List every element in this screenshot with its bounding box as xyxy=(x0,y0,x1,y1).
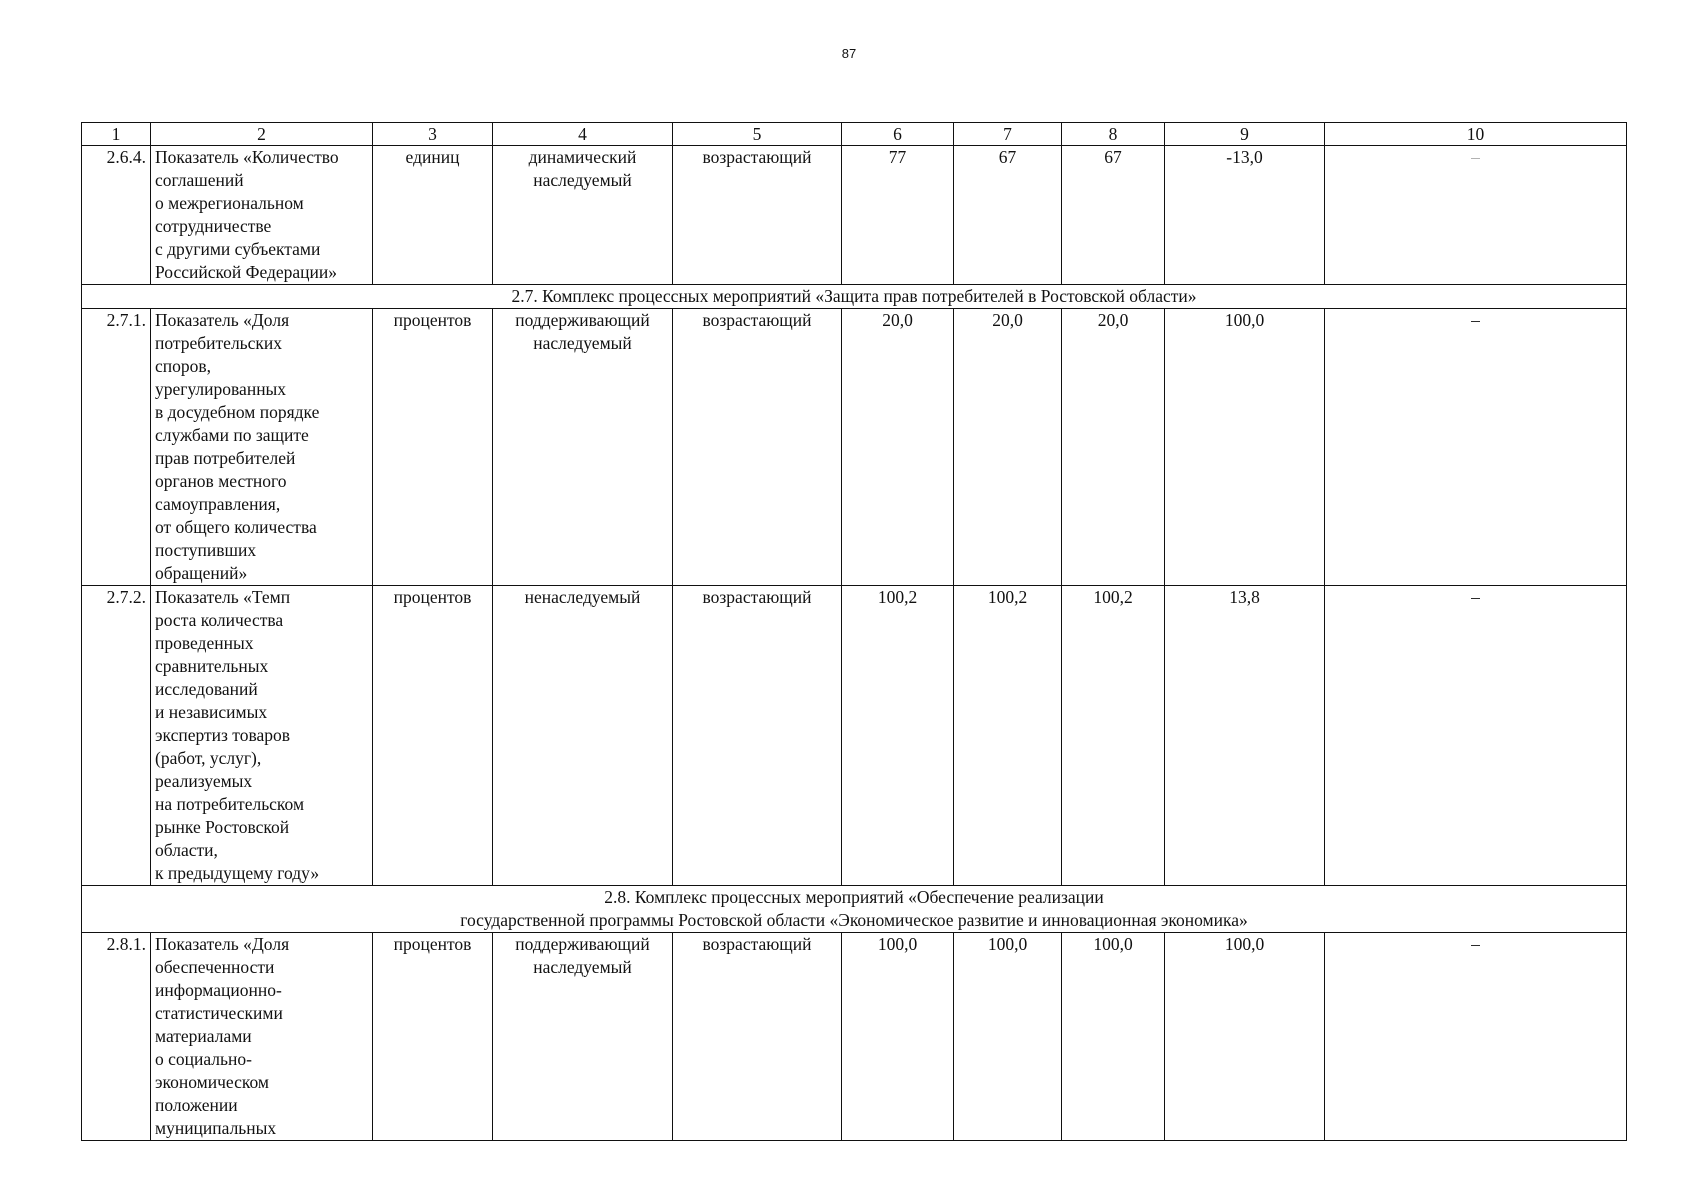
column-number: 7 xyxy=(954,123,1062,146)
indicator-type xyxy=(493,933,673,1141)
indicator-number: 2.6.4. xyxy=(82,146,151,285)
column-number: 1 xyxy=(82,123,151,146)
indicator-name-line: материалами xyxy=(155,1026,252,1046)
value-v6: 100,0 xyxy=(842,933,954,1141)
column-number: 10 xyxy=(1325,123,1627,146)
indicator-name-line: (работ, услуг), xyxy=(155,748,262,768)
indicator-name xyxy=(151,309,373,586)
value-v7: 20,0 xyxy=(954,309,1062,586)
page-number: 87 xyxy=(841,46,857,61)
indicator-name xyxy=(151,933,373,1141)
column-number: 4 xyxy=(493,123,673,146)
section-title xyxy=(82,886,1627,933)
column-number: 6 xyxy=(842,123,954,146)
unit-cell: процентов xyxy=(373,933,493,1141)
value-v6: 77 xyxy=(842,146,954,285)
column-number: 2 xyxy=(151,123,373,146)
indicator-name-line: рынке Ростовской xyxy=(155,817,290,837)
indicator-name-line: реализуемых xyxy=(155,771,253,791)
indicator-name-line: поступивших xyxy=(155,540,257,560)
indicator-name-line: прав потребителей xyxy=(155,448,296,468)
indicator-name-line: о межрегиональном xyxy=(155,193,304,213)
indicator-type-line: динамический xyxy=(528,147,637,167)
note-cell: – xyxy=(1325,309,1627,586)
value-v7: 67 xyxy=(954,146,1062,285)
indicator-name xyxy=(151,146,373,285)
indicator-name-line: сравнительных xyxy=(155,656,269,676)
indicator-name-line: информационно- xyxy=(155,980,282,1000)
indicator-number: 2.7.2. xyxy=(82,586,151,886)
note-cell: – xyxy=(1325,933,1627,1141)
indicator-name-line: о социально- xyxy=(155,1049,252,1069)
table-row xyxy=(82,146,1627,285)
indicator-name-line: самоуправления, xyxy=(155,494,281,514)
note-cell: – xyxy=(1325,586,1627,886)
value-v8: 20,0 xyxy=(1062,309,1165,586)
indicator-number: 2.7.1. xyxy=(82,309,151,586)
indicator-name-line: Показатель «Темп xyxy=(155,587,291,607)
indicator-name-line: проведенных xyxy=(155,633,254,653)
indicator-name-line: области, xyxy=(155,840,218,860)
indicator-name-line: обращений» xyxy=(155,563,248,583)
value-v9: 13,8 xyxy=(1165,586,1325,886)
indicator-name-line: службами по защите xyxy=(155,425,309,445)
value-v8: 100,0 xyxy=(1062,933,1165,1141)
indicator-type-line: поддерживающий xyxy=(515,310,650,330)
indicator-type xyxy=(493,146,673,285)
indicator-name-line: Показатель «Доля xyxy=(155,310,290,330)
indicator-type-line: ненаследуемый xyxy=(524,587,641,607)
indicator-type xyxy=(493,586,673,886)
table-row xyxy=(82,586,1627,886)
indicator-name-line: сотрудничестве xyxy=(155,216,272,236)
value-v9: 100,0 xyxy=(1165,933,1325,1141)
indicator-name-line: и независимых xyxy=(155,702,268,722)
indicator-name-line: Показатель «Количество xyxy=(155,147,339,167)
column-number: 8 xyxy=(1062,123,1165,146)
section-row xyxy=(82,886,1627,933)
section-title-line: 2.8. Комплекс процессных мероприятий «Обеспечение реализации xyxy=(604,887,1104,907)
indicator-name-line: Показатель «Доля xyxy=(155,934,290,954)
indicators-table xyxy=(81,122,1627,1141)
indicator-name-line: к предыдущему году» xyxy=(155,863,320,883)
direction-cell: возрастающий xyxy=(673,586,842,886)
table-body xyxy=(82,123,1627,1141)
table-row xyxy=(82,309,1627,586)
column-number: 5 xyxy=(673,123,842,146)
indicator-name-line: соглашений xyxy=(155,170,244,190)
indicator-name-line: роста количества xyxy=(155,610,284,630)
indicator-name xyxy=(151,586,373,886)
indicator-name-line: потребительских xyxy=(155,333,283,353)
direction-cell: возрастающий xyxy=(673,933,842,1141)
indicator-number: 2.8.1. xyxy=(82,933,151,1141)
indicator-name-line: органов местного xyxy=(155,471,287,491)
indicator-name-line: от общего количества xyxy=(155,517,317,537)
column-number: 9 xyxy=(1165,123,1325,146)
indicator-name-line: Российской Федерации» xyxy=(155,262,338,282)
column-number-row xyxy=(82,123,1627,146)
section-title xyxy=(82,285,1627,309)
value-v8: 100,2 xyxy=(1062,586,1165,886)
indicator-type-line: наследуемый xyxy=(533,333,632,353)
indicator-name-line: статистическими xyxy=(155,1003,283,1023)
value-v7: 100,2 xyxy=(954,586,1062,886)
indicator-name-line: на потребительском xyxy=(155,794,305,814)
indicator-type-line: наследуемый xyxy=(533,170,632,190)
indicator-name-line: положении xyxy=(155,1095,238,1115)
section-title-line: 2.7. Комплекс процессных мероприятий «Защита прав потребителей в Ростовской области» xyxy=(511,286,1197,306)
indicator-name-line: экспертиз товаров xyxy=(155,725,291,745)
unit-cell: процентов xyxy=(373,586,493,886)
unit-cell: единиц xyxy=(373,146,493,285)
direction-cell: возрастающий xyxy=(673,146,842,285)
value-v8: 67 xyxy=(1062,146,1165,285)
indicator-type-line: наследуемый xyxy=(533,957,632,977)
indicator-name-line: урегулированных xyxy=(155,379,287,399)
value-v9: 100,0 xyxy=(1165,309,1325,586)
direction-cell: возрастающий xyxy=(673,309,842,586)
value-v6: 100,2 xyxy=(842,586,954,886)
indicator-name-line: в досудебном порядке xyxy=(155,402,320,422)
indicator-name-line: обеспеченности xyxy=(155,957,275,977)
value-v9: -13,0 xyxy=(1165,146,1325,285)
indicator-name-line: споров, xyxy=(155,356,212,376)
indicator-type-line: поддерживающий xyxy=(515,934,650,954)
note-cell: – xyxy=(1325,146,1627,285)
section-title-line: государственной программы Ростовской области «Экономическое развитие и инновационная экономика» xyxy=(460,910,1248,930)
section-row xyxy=(82,285,1627,309)
value-v7: 100,0 xyxy=(954,933,1062,1141)
table-row xyxy=(82,933,1627,1141)
indicator-name-line: экономическом xyxy=(155,1072,269,1092)
indicator-name-line: с другими субъектами xyxy=(155,239,321,259)
indicator-name-line: муниципальных xyxy=(155,1118,277,1138)
value-v6: 20,0 xyxy=(842,309,954,586)
indicator-type xyxy=(493,309,673,586)
unit-cell: процентов xyxy=(373,309,493,586)
column-number: 3 xyxy=(373,123,493,146)
indicator-name-line: исследований xyxy=(155,679,258,699)
